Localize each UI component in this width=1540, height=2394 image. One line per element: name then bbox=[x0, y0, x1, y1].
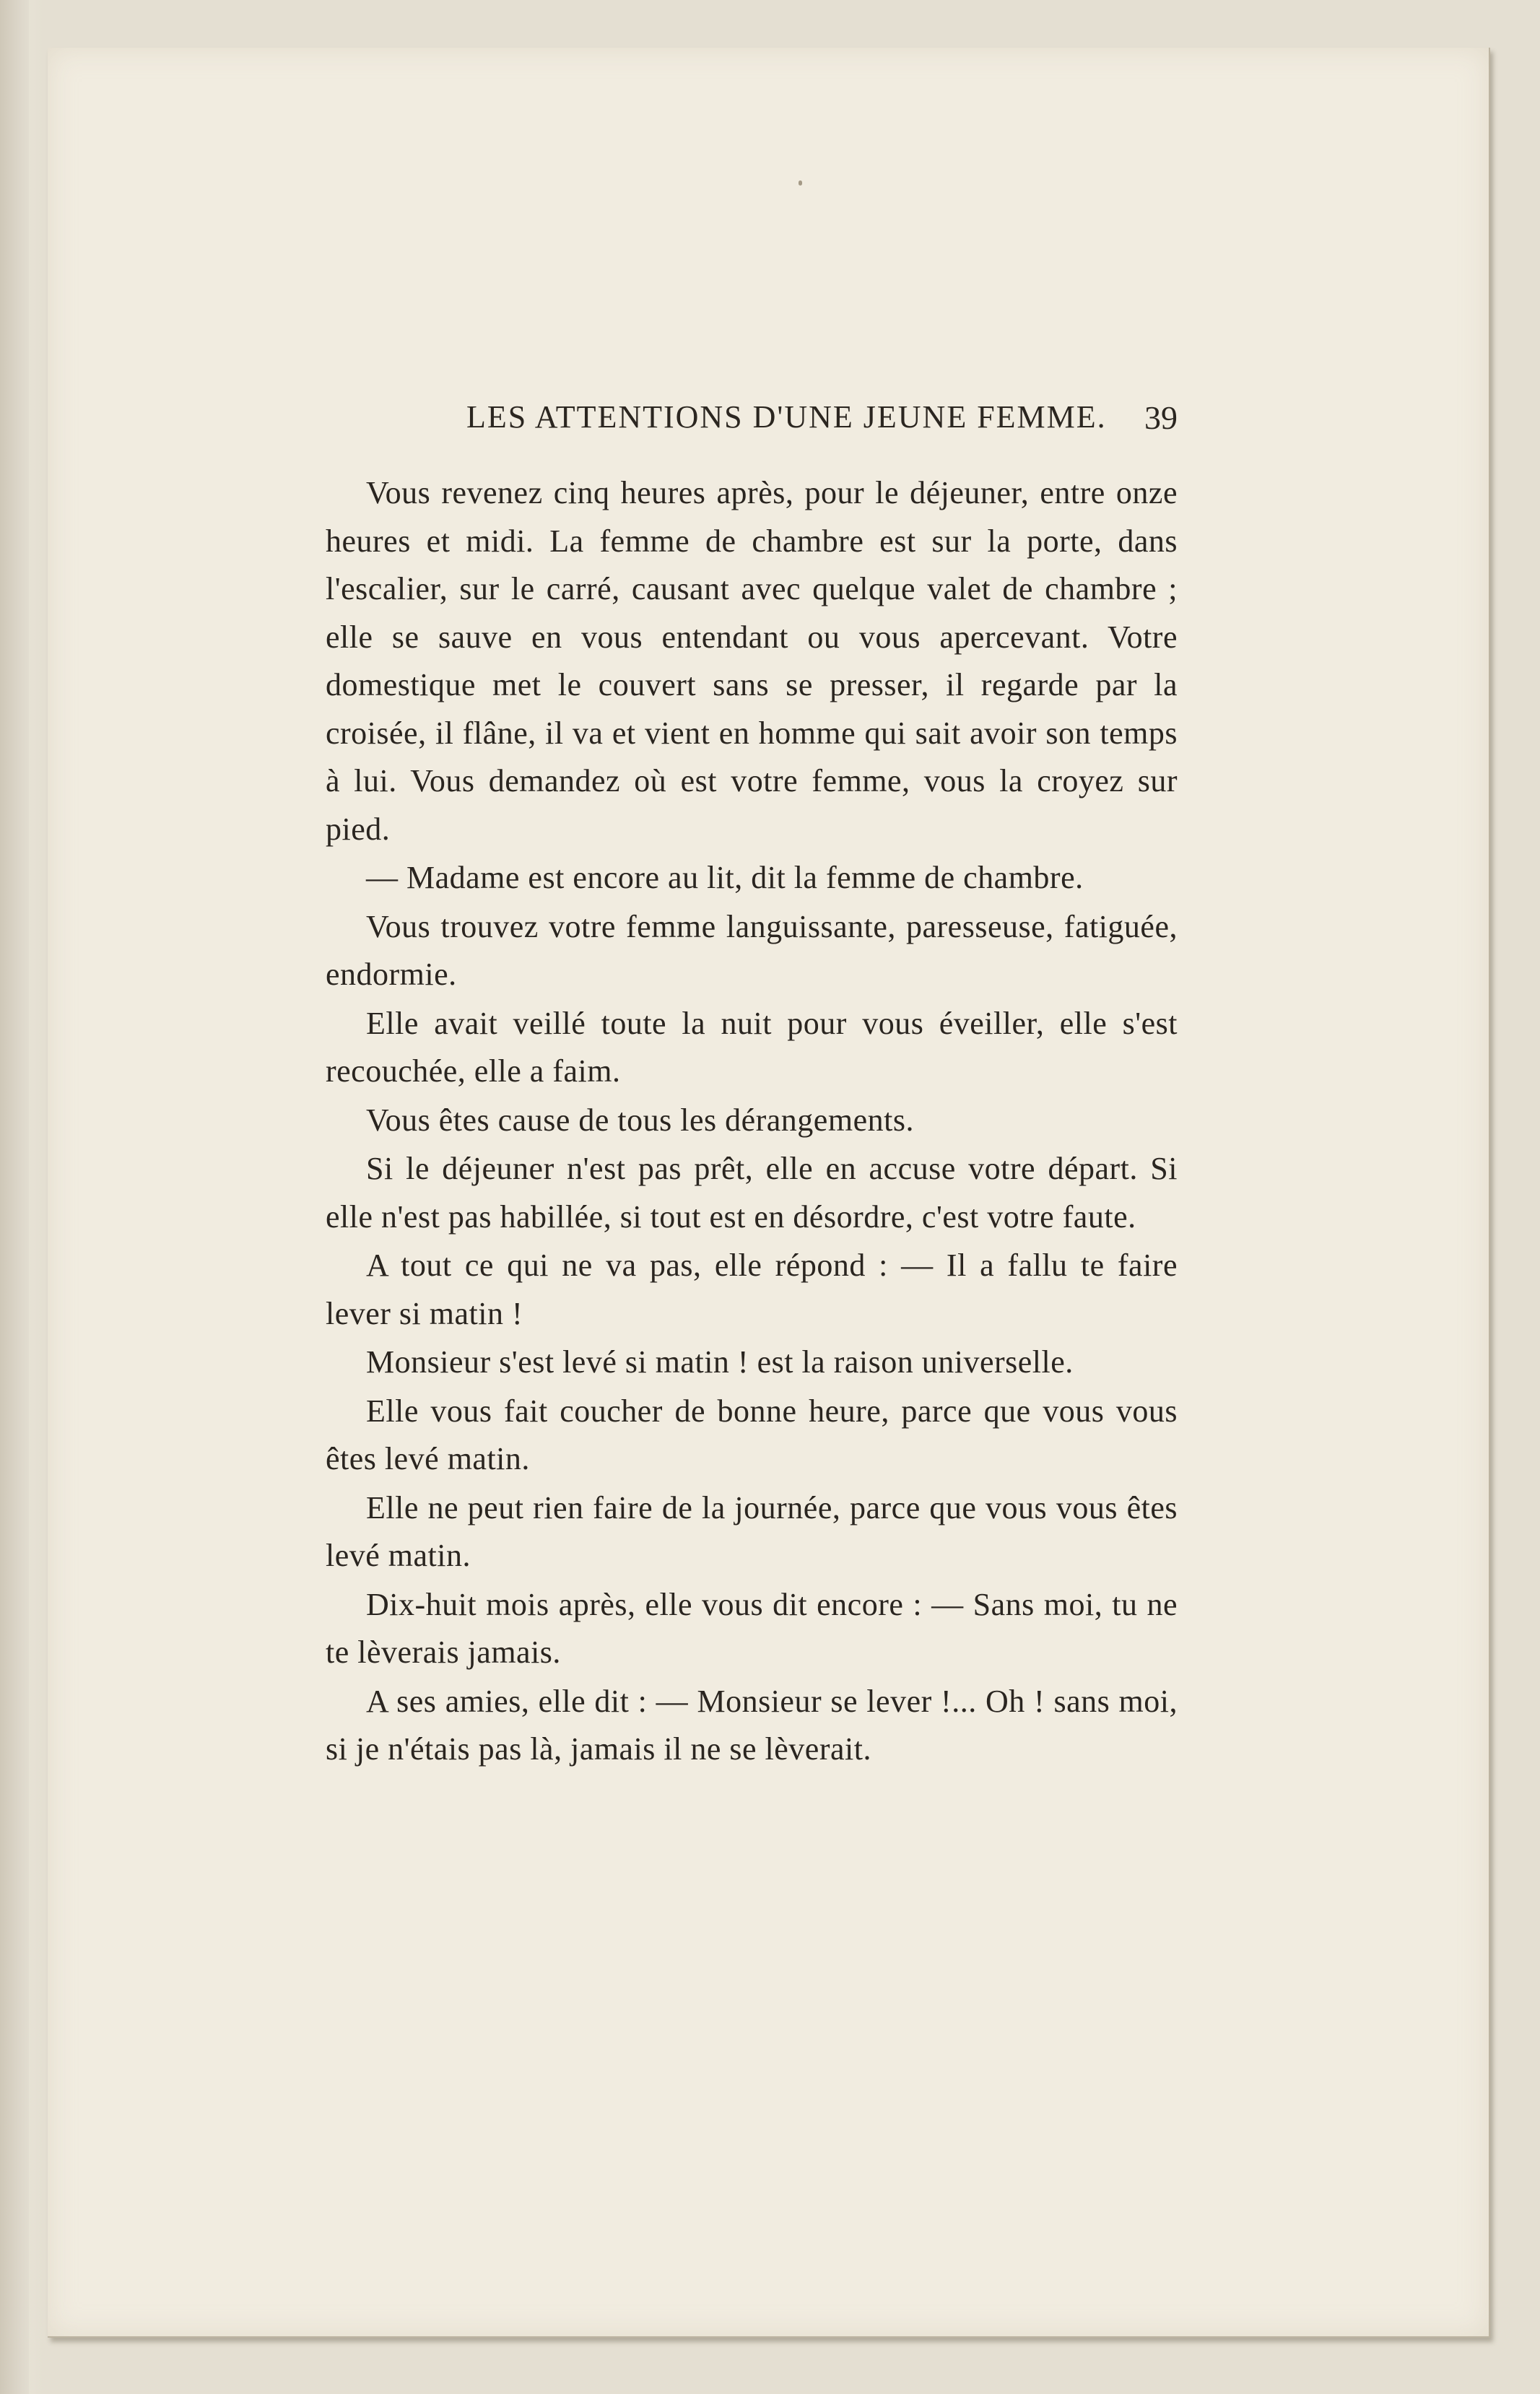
page-number: 39 bbox=[1144, 399, 1178, 436]
running-title: LES ATTENTIONS D'UNE JEUNE FEMME. bbox=[466, 399, 1107, 435]
paragraph: Elle ne peut rien faire de la journée, parce que vous vous êtes levé matin. bbox=[326, 1489, 1178, 1573]
paragraph: Vous trouvez votre femme languissante, paresseuse, fatiguée, endormie. bbox=[326, 908, 1178, 992]
book-page bbox=[48, 48, 1490, 2338]
book-spine-edge bbox=[0, 0, 29, 2394]
paragraph: A tout ce qui ne va pas, elle répond : — Il a fallu te faire lever si matin ! bbox=[326, 1248, 1178, 1331]
paragraph: Monsieur s'est levé si matin ! est la raison universelle. bbox=[366, 1344, 1074, 1380]
paragraph: Elle avait veillé toute la nuit pour vous éveiller, elle s'est recouchée, elle a faim. bbox=[326, 1005, 1178, 1089]
paper-speck bbox=[799, 180, 802, 186]
paragraph: — Madame est encore au lit, dit la femme de chambre. bbox=[366, 860, 1084, 895]
paragraph: Dix-huit mois après, elle vous dit encore : — Sans moi, tu ne te lèverais jamais. bbox=[326, 1586, 1178, 1670]
body-text bbox=[326, 469, 1178, 1774]
paragraph: Vous êtes cause de tous les dérangements. bbox=[366, 1102, 914, 1138]
page-header bbox=[326, 399, 1178, 449]
paragraph: A ses amies, elle dit : — Monsieur se lever !... Oh ! sans moi, si je n'étais pas là, jamais il ne se lèverait. bbox=[326, 1683, 1178, 1767]
paragraph: Vous revenez cinq heures après, pour le déjeuner, entre onze heures et midi. La femme de chambre est sur la porte, dans l'escalier, sur le carré, causant avec quelque valet de chambre ; elle se sauve en vous entendant ou vous apercevant. Votre domestique met le couvert sans se presser, il regarde par la croisée, il flâne, il va et vient en homme qui sait avoir son temps à lui. Vous demandez où est votre femme, vous la croyez sur pied. bbox=[326, 475, 1178, 847]
paragraph: Elle vous fait coucher de bonne heure, parce que vous vous êtes levé matin. bbox=[326, 1393, 1178, 1476]
paragraph: Si le déjeuner n'est pas prêt, elle en accuse votre départ. Si elle n'est pas habillée, si tout est en désordre, c'est votre faute. bbox=[326, 1151, 1178, 1235]
